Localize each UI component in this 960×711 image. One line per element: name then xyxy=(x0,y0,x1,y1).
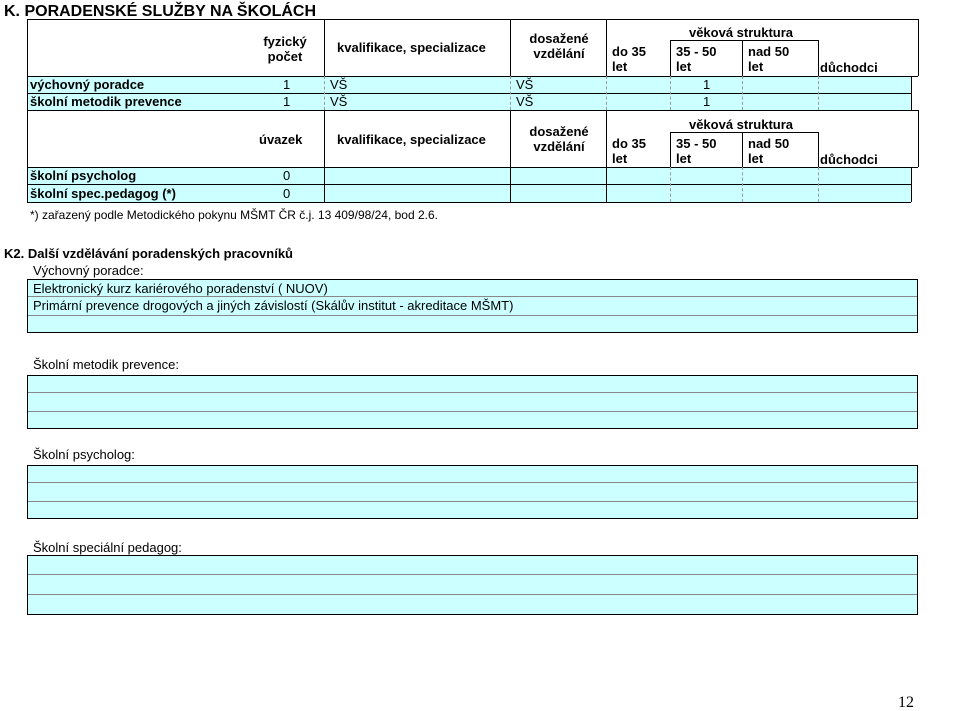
col-count-header: fyzický xyxy=(263,34,307,49)
page-number: 12 xyxy=(898,694,914,711)
row-count: 1 xyxy=(283,77,291,92)
row-label: školní psycholog xyxy=(30,168,137,183)
row-edu: VŠ xyxy=(516,77,534,92)
training-line: Elektronický kurz kariérového poradenství ( NUOV) xyxy=(33,281,328,296)
age-35-50-header-l2: let xyxy=(676,151,692,166)
row-label: školní metodik prevence xyxy=(30,94,182,109)
age-under35-header: do 35 xyxy=(612,136,646,151)
col-edu-header-l2: vzdělání xyxy=(533,139,585,154)
retired-header: důchodci xyxy=(820,152,878,167)
col-qual-header: kvalifikace, specializace xyxy=(337,132,486,147)
training-box xyxy=(27,279,918,333)
age-group-header: věková struktura xyxy=(688,25,794,40)
age-over50-header-l2: let xyxy=(748,59,764,74)
retired-header: důchodci xyxy=(820,60,878,75)
age-under35-header-l2: let xyxy=(612,59,628,74)
col-load-header: úvazek xyxy=(259,132,303,147)
age-under35-header-l2: let xyxy=(612,151,628,166)
col-edu-header: dosažené xyxy=(529,124,589,139)
group-title: Školní metodik prevence: xyxy=(33,357,179,372)
footnote: *) zařazený podle Metodického pokynu MŠMT ČR č.j. 13 409/98/24, bod 2.6. xyxy=(30,208,439,222)
group-title: Školní speciální pedagog: xyxy=(33,540,182,555)
age-35-50-header-l2: let xyxy=(676,59,692,74)
age-over50-header: nad 50 xyxy=(748,136,790,151)
col-edu-header-l2: vzdělání xyxy=(533,46,585,61)
row-age-35-50: 1 xyxy=(703,77,711,92)
col-count-header-l2: počet xyxy=(267,49,303,64)
age-over50-header: nad 50 xyxy=(748,44,790,59)
page-title: K. PORADENSKÉ SLUŽBY NA ŠKOLÁCH xyxy=(4,3,317,20)
row-count: 1 xyxy=(283,94,291,109)
row-qual: VŠ xyxy=(330,94,348,109)
col-qual-header: kvalifikace, specializace xyxy=(337,40,486,55)
age-over50-header-l2: let xyxy=(748,151,764,166)
training-box xyxy=(27,465,918,519)
row-load: 0 xyxy=(283,186,291,201)
age-group-header: věková struktura xyxy=(688,117,794,132)
age-under35-header: do 35 xyxy=(612,44,646,59)
row-load: 0 xyxy=(283,168,291,183)
training-box xyxy=(27,555,918,615)
col-edu-header: dosažené xyxy=(529,31,589,46)
row-label: výchovný poradce xyxy=(30,77,145,92)
training-box xyxy=(27,375,918,429)
row-edu: VŠ xyxy=(516,94,534,109)
group-title: Školní psycholog: xyxy=(33,447,135,462)
row-label: školní spec.pedagog (*) xyxy=(30,186,176,201)
age-35-50-header: 35 - 50 xyxy=(676,44,717,59)
training-line: Primární prevence drogových a jiných závislostí (Skálův institut - akreditace MŠMT) xyxy=(33,298,514,313)
age-35-50-header: 35 - 50 xyxy=(676,136,717,151)
row-age-35-50: 1 xyxy=(703,94,711,109)
row-qual: VŠ xyxy=(330,77,348,92)
group-title: Výchovný poradce: xyxy=(33,263,144,278)
section-k2-heading: K2. Další vzdělávání poradenských pracovníků xyxy=(4,246,294,261)
